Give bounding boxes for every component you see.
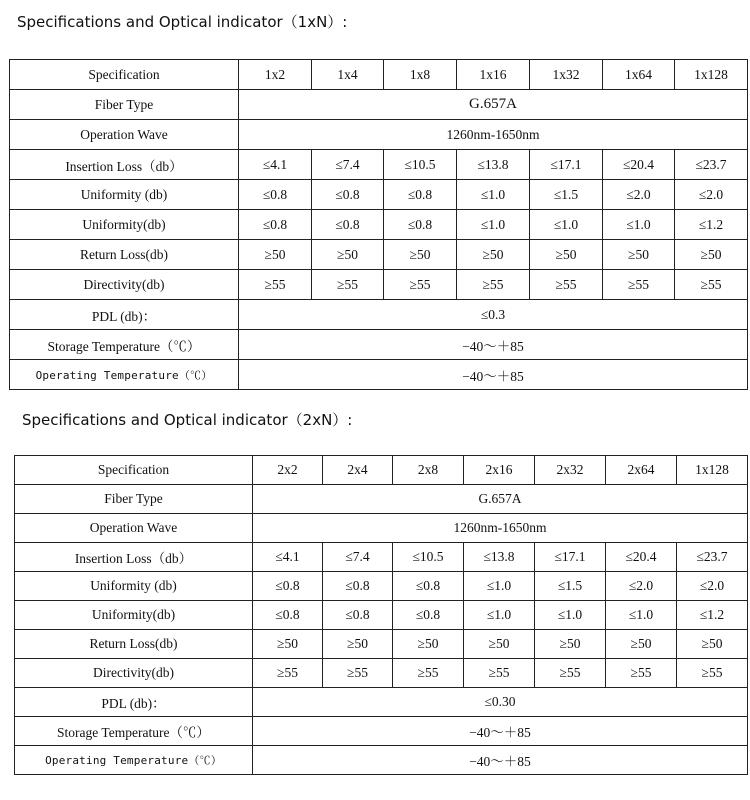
- table-cell: ≤0.8: [393, 601, 464, 630]
- column-header: 1x4: [312, 60, 384, 90]
- table-row: [10, 150, 748, 180]
- table-row: [10, 300, 748, 330]
- table-cell: ≤1.0: [535, 601, 606, 630]
- row-label-storage-temperature: Storage Temperature（℃）: [15, 717, 253, 746]
- table-cell: ≥55: [677, 659, 748, 688]
- table-cell: ≤23.7: [677, 543, 748, 572]
- column-header: 1x128: [675, 60, 748, 90]
- table-cell: ≥50: [530, 240, 603, 270]
- row-label-directivity: Directivity(db): [10, 270, 239, 300]
- column-header: 1x16: [457, 60, 530, 90]
- table-cell: ≥55: [393, 659, 464, 688]
- storage-temperature-value: −40～＋85: [239, 330, 748, 360]
- table-cell: ≤1.0: [606, 601, 677, 630]
- table-cell: ≤1.5: [530, 180, 603, 210]
- table-cell: ≥55: [606, 659, 677, 688]
- section-2-heading: Specifications and Optical indicator（2xN）:: [22, 411, 353, 429]
- table-row: [15, 688, 748, 717]
- operation-wave-value: 1260nm-1650nm: [239, 120, 748, 150]
- table-row: [10, 240, 748, 270]
- table-cell: ≤0.8: [393, 572, 464, 601]
- table-row: [10, 180, 748, 210]
- table-cell: ≥50: [239, 240, 312, 270]
- table-row: [15, 572, 748, 601]
- table-row: [15, 659, 748, 688]
- table-cell: ≥50: [535, 630, 606, 659]
- table-cell: ≤0.8: [239, 180, 312, 210]
- table-cell: ≥50: [312, 240, 384, 270]
- table-cell: ≥55: [530, 270, 603, 300]
- table-cell: ≤2.0: [606, 572, 677, 601]
- table-cell: ≥50: [384, 240, 457, 270]
- table-cell: ≥55: [384, 270, 457, 300]
- column-header: 2x4: [323, 456, 393, 485]
- table-cell: ≤10.5: [393, 543, 464, 572]
- row-label-operation-wave: Operation Wave: [10, 120, 239, 150]
- table-cell: ≥55: [464, 659, 535, 688]
- table-row: [10, 270, 748, 300]
- fiber-type-value: G.657A: [253, 485, 748, 514]
- row-label-uniformity: Uniformity (db): [10, 180, 239, 210]
- table-cell: ≤2.0: [675, 180, 748, 210]
- row-label-pdl: PDL (db)：: [15, 688, 253, 717]
- column-header: 2x2: [253, 456, 323, 485]
- table-cell: ≤17.1: [530, 150, 603, 180]
- table-cell: ≥50: [323, 630, 393, 659]
- row-label-pdl: PDL (db)：: [10, 300, 239, 330]
- operating-temperature-value: −40～＋85: [253, 746, 748, 775]
- row-label-operating-temperature: Operating Temperature（℃）: [15, 746, 253, 775]
- table-row: [15, 543, 748, 572]
- table-cell: ≤13.8: [457, 150, 530, 180]
- table-row: [15, 717, 748, 746]
- table-cell: ≤1.0: [464, 601, 535, 630]
- table-cell: ≥50: [464, 630, 535, 659]
- table-cell: ≥55: [253, 659, 323, 688]
- table-cell: ≤23.7: [675, 150, 748, 180]
- table-cell: ≥50: [457, 240, 530, 270]
- table-cell: ≥50: [393, 630, 464, 659]
- table-cell: ≤4.1: [239, 150, 312, 180]
- column-header: 2x8: [393, 456, 464, 485]
- table-cell: ≤0.8: [384, 210, 457, 240]
- table-row: [15, 485, 748, 514]
- row-label-fiber-type: Fiber Type: [15, 485, 253, 514]
- row-label-operation-wave: Operation Wave: [15, 514, 253, 543]
- table-cell: ≥50: [253, 630, 323, 659]
- row-label-directivity: Directivity(db): [15, 659, 253, 688]
- table-cell: ≤1.0: [464, 572, 535, 601]
- table-row: [10, 360, 748, 390]
- row-label-insertion-loss: Insertion Loss（db）: [10, 150, 239, 180]
- table-cell: ≥55: [457, 270, 530, 300]
- table-cell: ≤2.0: [677, 572, 748, 601]
- spec-table-2xn: [14, 455, 748, 775]
- table-cell: ≤13.8: [464, 543, 535, 572]
- column-header: 2x16: [464, 456, 535, 485]
- column-header: 2x32: [535, 456, 606, 485]
- pdl-value: ≤0.3: [239, 300, 748, 330]
- table-cell: ≥55: [239, 270, 312, 300]
- column-header: 1x128: [677, 456, 748, 485]
- operation-wave-value: 1260nm-1650nm: [253, 514, 748, 543]
- table-cell: ≤1.0: [530, 210, 603, 240]
- row-label-return-loss: Return Loss(db): [15, 630, 253, 659]
- row-label-operating-temperature: Operating Temperature（℃）: [10, 360, 239, 390]
- table-cell: ≤0.8: [312, 210, 384, 240]
- table-cell: ≥50: [675, 240, 748, 270]
- table-cell: ≤1.0: [457, 210, 530, 240]
- table-cell: ≤7.4: [323, 543, 393, 572]
- table-cell: ≤2.0: [603, 180, 675, 210]
- table-row: [15, 630, 748, 659]
- row-label-uniformity-2: Uniformity(db): [10, 210, 239, 240]
- table-cell: ≤0.8: [323, 572, 393, 601]
- row-label-uniformity-2: Uniformity(db): [15, 601, 253, 630]
- spec-table-1xn: [9, 59, 748, 390]
- table-row: [15, 601, 748, 630]
- row-label-return-loss: Return Loss(db): [10, 240, 239, 270]
- storage-temperature-value: −40～＋85: [253, 717, 748, 746]
- column-header: 1x64: [603, 60, 675, 90]
- table-cell: ≥50: [677, 630, 748, 659]
- column-header: 1x32: [530, 60, 603, 90]
- table-cell: ≥55: [675, 270, 748, 300]
- table-cell: ≤0.8: [312, 180, 384, 210]
- row-label-insertion-loss: Insertion Loss（db）: [15, 543, 253, 572]
- table-cell: ≤0.8: [384, 180, 457, 210]
- table-cell: ≤0.8: [253, 601, 323, 630]
- table-cell: ≤20.4: [603, 150, 675, 180]
- table-cell: ≥55: [603, 270, 675, 300]
- table-cell: ≥55: [312, 270, 384, 300]
- table-row: [10, 120, 748, 150]
- table-cell: ≤17.1: [535, 543, 606, 572]
- table-cell: ≤20.4: [606, 543, 677, 572]
- table-cell: ≤1.5: [535, 572, 606, 601]
- pdl-value: ≤0.30: [253, 688, 748, 717]
- table-row: [10, 210, 748, 240]
- column-header: 1x2: [239, 60, 312, 90]
- table-cell: ≤0.8: [239, 210, 312, 240]
- section-1-heading: Specifications and Optical indicator（1xN）:: [17, 13, 348, 31]
- table-cell: ≤1.0: [603, 210, 675, 240]
- table-cell: ≤1.0: [457, 180, 530, 210]
- header-label: Specification: [10, 60, 239, 90]
- table-cell: ≥50: [603, 240, 675, 270]
- table-cell: ≤0.8: [323, 601, 393, 630]
- column-header: 2x64: [606, 456, 677, 485]
- row-label-uniformity: Uniformity (db): [15, 572, 253, 601]
- table-cell: ≥50: [606, 630, 677, 659]
- table-cell: ≥55: [535, 659, 606, 688]
- row-label-fiber-type: Fiber Type: [10, 90, 239, 120]
- operating-temperature-value: −40～＋85: [239, 360, 748, 390]
- table-row: [10, 90, 748, 120]
- table-row: [15, 514, 748, 543]
- column-header: 1x8: [384, 60, 457, 90]
- table-cell: ≤10.5: [384, 150, 457, 180]
- fiber-type-value: G.657A: [239, 90, 748, 120]
- table-cell: ≤1.2: [677, 601, 748, 630]
- table-cell: ≤1.2: [675, 210, 748, 240]
- table-row: [10, 330, 748, 360]
- row-label-storage-temperature: Storage Temperature（℃）: [10, 330, 239, 360]
- table-header-row: [15, 456, 748, 485]
- table-cell: ≥55: [323, 659, 393, 688]
- table-row: [15, 746, 748, 775]
- header-label: Specification: [15, 456, 253, 485]
- table-cell: ≤0.8: [253, 572, 323, 601]
- table-cell: ≤7.4: [312, 150, 384, 180]
- table-header-row: [10, 60, 748, 90]
- table-cell: ≤4.1: [253, 543, 323, 572]
